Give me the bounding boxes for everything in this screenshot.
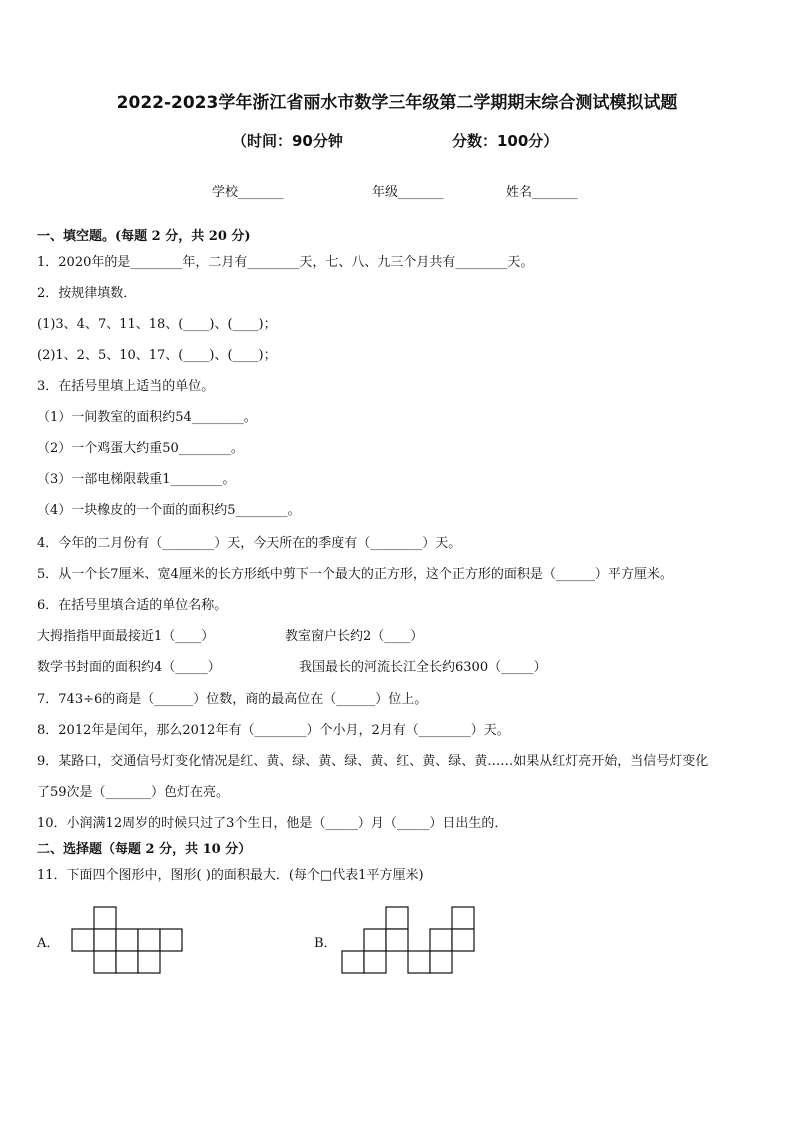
question-6-item-d: 我国最长的河流长江全长约6300（_____） xyxy=(299,660,547,675)
question-6-item-c: 数学书封面的面积约4（_____） xyxy=(37,660,221,675)
grade-field[interactable]: 年级_______ xyxy=(372,185,444,200)
figure-b-square xyxy=(386,907,408,929)
figure-a-square xyxy=(138,951,160,973)
figure-a-square xyxy=(138,929,160,951)
exam-title: 2022-2023学年浙江省丽水市数学三年级第二学期期末综合测试模拟试题 xyxy=(116,93,678,113)
name-field[interactable]: 姓名_______ xyxy=(506,185,578,200)
figure-b-square xyxy=(364,929,386,951)
figure-b-square xyxy=(342,951,364,973)
total-score: 分数：100分） xyxy=(452,132,559,150)
figure-b-square xyxy=(364,951,386,973)
figure-a-square xyxy=(116,929,138,951)
question-3-part-4: （4）一块橡皮的一个面的面积约5________。 xyxy=(37,503,301,518)
figure-b-square xyxy=(452,929,474,951)
option-a-label: A． xyxy=(37,936,60,951)
figure-a-square xyxy=(72,929,94,951)
question-2: 2．按规律填数． xyxy=(37,286,137,301)
question-3-part-1: （1）一间教室的面积约54________。 xyxy=(37,410,257,425)
question-11: 11．下面四个图形中，图形( )的面积最大．(每个□代表1平方厘米) xyxy=(37,868,424,883)
question-9-line-1: 9．某路口，交通信号灯变化情况是红、黄、绿、黄、绿、黄、红、黄、绿、黄……如果从红灯亮开始，当信号灯变化 xyxy=(37,754,709,769)
question-9-line-2: 了59次是（_______）色灯在亮。 xyxy=(37,785,230,800)
time-limit: （时间：90分钟 xyxy=(232,132,343,150)
question-7: 7．743÷6的商是（______）位数，商的最高位在（______）位上。 xyxy=(37,692,428,707)
figure-b-square xyxy=(386,929,408,951)
figure-b-square xyxy=(430,951,452,973)
figure-a-square xyxy=(116,951,138,973)
figure-a-square xyxy=(94,951,116,973)
question-6-item-b: 教室窗户长约2（____） xyxy=(285,629,424,644)
question-2-part-1: (1)3、4、7、11、18、(____)、(____)； xyxy=(37,317,277,332)
question-1: 1．2020年的是________年，二月有________天，七、八、九三个月共有________天。 xyxy=(37,255,534,270)
figure-b-square xyxy=(408,951,430,973)
section-fill-blank: 一、填空题。(每题 2 分，共 20 分) xyxy=(37,229,251,244)
section-multiple-choice: 二、选择题（每题 2 分，共 10 分） xyxy=(37,842,252,857)
figure-a-square xyxy=(94,907,116,929)
question-3: 3．在括号里填上适当的单位。 xyxy=(37,379,215,394)
figure-a-square xyxy=(160,929,182,951)
school-field[interactable]: 学校_______ xyxy=(212,185,284,200)
figure-a-square xyxy=(94,929,116,951)
figure-b xyxy=(340,905,478,977)
question-4: 4．今年的二月份有（________）天，今天所在的季度有（________）天。 xyxy=(37,536,462,551)
figure-b-square xyxy=(430,929,452,951)
question-5: 5．从一个长7厘米、宽4厘米的长方形纸中剪下一个最大的正方形，这个正方形的面积是（______）平方厘米。 xyxy=(37,567,673,582)
question-2-part-2: (2)1、2、5、10、17、(____)、(____)； xyxy=(37,348,277,363)
question-6-item-a: 大拇指指甲面最接近1（____） xyxy=(37,629,215,644)
figure-b-square xyxy=(452,907,474,929)
question-3-part-2: （2）一个鸡蛋大约重50________。 xyxy=(37,441,244,456)
question-10: 10．小润满12周岁的时候只过了3个生日，他是（_____）月（_____）日出生的． xyxy=(37,816,508,831)
figure-a xyxy=(70,905,186,977)
question-8: 8．2012年是闰年，那么2012年有（________）个小月，2月有（________）天。 xyxy=(37,723,510,738)
question-6: 6．在括号里填合适的单位名称。 xyxy=(37,598,228,613)
option-b-label: B． xyxy=(314,936,337,951)
question-3-part-3: （3）一部电梯限载重1________。 xyxy=(37,472,236,487)
